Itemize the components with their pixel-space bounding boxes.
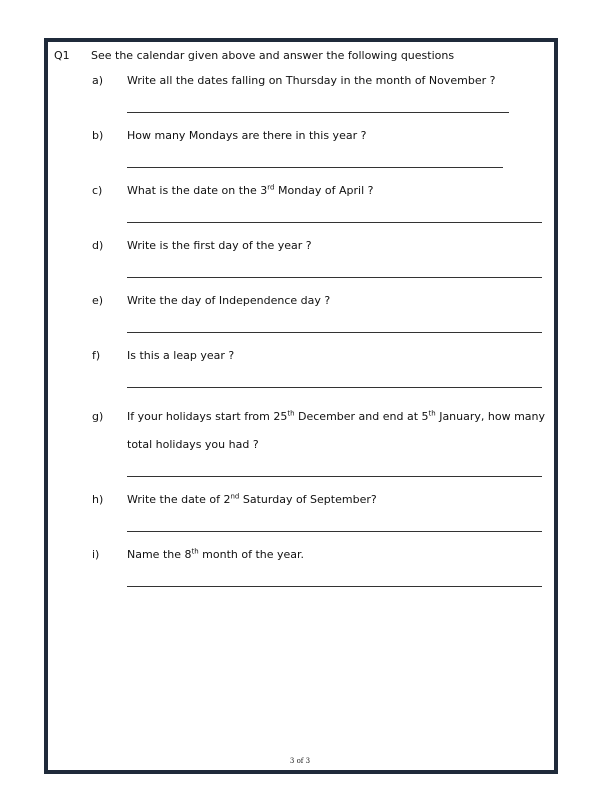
answer-line-h[interactable] — [127, 531, 542, 532]
item-label-b: b) — [92, 129, 104, 142]
ordinal-suffix: th — [428, 409, 436, 418]
question-text-segment: If your holidays start from 25 — [127, 410, 288, 423]
item-label-c: c) — [92, 184, 103, 197]
question-text-segment: December and end at 5 — [294, 410, 429, 423]
answer-line-f[interactable] — [127, 387, 542, 388]
question-number: Q1 — [54, 49, 70, 62]
question-text-segment: What is the date on the 3 — [127, 184, 268, 197]
question-text-segment: Saturday of September? — [239, 493, 377, 506]
question-text-segment: Name the 8 — [127, 548, 192, 561]
item-question-g-continuation: total holidays you had ? — [127, 438, 259, 451]
ordinal-suffix: th — [287, 409, 295, 418]
answer-line-b[interactable] — [127, 167, 503, 168]
question-text-segment: Is this a leap year ? — [127, 349, 235, 362]
item-label-h: h) — [92, 493, 104, 506]
answer-line-c[interactable] — [127, 222, 542, 223]
answer-line-e[interactable] — [127, 332, 542, 333]
item-question-b — [127, 129, 366, 142]
question-text-segment: Write is the first day of the year ? — [127, 239, 312, 252]
item-label-f: f) — [92, 349, 101, 362]
item-label-e: e) — [92, 294, 104, 307]
item-label-a: a) — [92, 74, 104, 87]
item-question-c — [127, 184, 373, 197]
answer-line-d[interactable] — [127, 277, 542, 278]
item-question-i — [127, 548, 304, 561]
question-text-segment: How many Mondays are there in this year ? — [127, 129, 367, 142]
item-question-h — [127, 493, 377, 506]
question-text-segment: Write all the dates falling on Thursday in the month of November ? — [127, 74, 496, 87]
question-text-segment: month of the year. — [198, 548, 305, 561]
question-text-segment: January, how many — [435, 410, 546, 423]
item-label-i: i) — [92, 548, 100, 561]
item-question-e — [127, 294, 330, 307]
question-text-segment: Write the day of Independence day ? — [127, 294, 331, 307]
item-question-g — [127, 410, 545, 423]
item-question-f — [127, 349, 234, 362]
page-border-inner — [47, 41, 555, 771]
item-label-d: d) — [92, 239, 104, 252]
item-label-g: g) — [92, 410, 104, 423]
ordinal-suffix: th — [191, 547, 199, 556]
ordinal-suffix: nd — [230, 492, 240, 501]
item-question-d — [127, 239, 312, 252]
question-text-segment: Monday of April ? — [274, 184, 374, 197]
ordinal-suffix: rd — [267, 183, 275, 192]
answer-line-g[interactable] — [127, 476, 542, 477]
answer-line-i[interactable] — [127, 586, 542, 587]
answer-line-a[interactable] — [127, 112, 509, 113]
question-text-segment: Write the date of 2 — [127, 493, 231, 506]
page-number-footer: 3 of 3 — [289, 757, 311, 765]
question-instruction: See the calendar given above and answer the following questions — [91, 49, 455, 62]
item-question-a — [127, 74, 495, 87]
